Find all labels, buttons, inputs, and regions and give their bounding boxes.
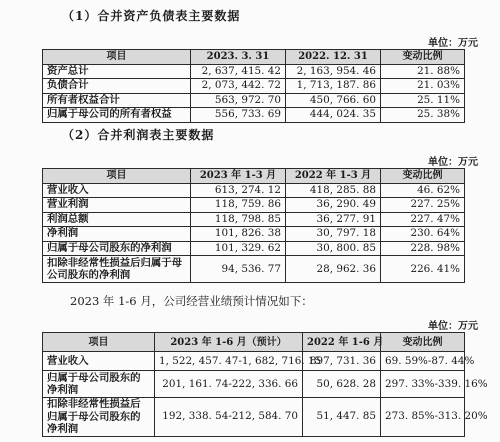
table-cell: 46. 62% (381, 183, 465, 198)
table-header-row (43, 50, 465, 65)
table-cell: 36, 290. 49 (286, 198, 381, 213)
row-label: 扣除非经常性损益后归属于母公司股东的净利润 (43, 398, 155, 437)
table-row (43, 241, 465, 256)
table-row (43, 93, 465, 108)
table-row (43, 64, 465, 79)
row-label: 归属于母公司股东的净利润 (43, 241, 191, 256)
table-cell: 25. 38% (381, 108, 465, 123)
table-row (43, 352, 465, 371)
table-cell: 1, 713, 187. 86 (286, 79, 381, 94)
table-cell: 297. 33%-339. 16% (381, 371, 465, 398)
column-header: 变动比例 (381, 50, 465, 65)
table-row (43, 398, 465, 437)
table-cell: 563, 972. 70 (191, 93, 286, 108)
income-statement-heading: （2）合并利润表主要数据 (62, 128, 215, 142)
column-header: 2022 年 1-6 月 (303, 333, 381, 352)
table-cell: 444, 024. 35 (286, 108, 381, 123)
row-label: 扣除非经常性损益后归属于母公司股东的净利润 (43, 256, 191, 283)
forecast-unit: 单位：万元 (428, 321, 478, 332)
table-cell: 227. 47% (381, 212, 465, 227)
column-header: 项目 (43, 333, 155, 352)
column-header: 2023 年 1-3 月 (191, 169, 286, 184)
balance-sheet-table (42, 49, 465, 123)
table-cell: 30, 800. 85 (286, 241, 381, 256)
table-cell: 28, 962. 36 (286, 256, 381, 283)
table-cell: 21. 88% (381, 64, 465, 79)
table-row (43, 227, 465, 242)
forecast-table (42, 332, 488, 437)
table-cell: 2, 073, 442. 72 (191, 79, 286, 94)
table-cell: 230. 64% (381, 227, 465, 242)
row-label: 利润总额 (43, 212, 191, 227)
row-label: 营业收入 (43, 183, 191, 198)
table-cell: 118, 759. 86 (191, 198, 286, 213)
table-row (43, 183, 465, 198)
row-label: 负债合计 (43, 79, 191, 94)
table-cell: 450, 766. 60 (286, 93, 381, 108)
table-row (43, 256, 465, 283)
table-cell: 226. 41% (381, 256, 465, 283)
table-header-row (43, 333, 465, 352)
column-header: 2022 年 1-3 月 (286, 169, 381, 184)
table-cell: 30, 797. 18 (286, 227, 381, 242)
table-cell: 36, 277. 91 (286, 212, 381, 227)
table-cell: 2, 163, 954. 46 (286, 64, 381, 79)
table-cell: 51, 447. 85 (303, 398, 381, 437)
column-header: 2023 年 1-6 月（预计） (155, 333, 303, 352)
row-label: 净利润 (43, 227, 191, 242)
row-label: 营业利润 (43, 198, 191, 213)
table-cell: 273. 85%-313. 20% (381, 398, 465, 437)
table-cell: 897, 731. 36 (303, 352, 381, 371)
column-header: 项目 (43, 50, 191, 65)
row-label: 所有者权益合计 (43, 93, 191, 108)
table-row (43, 108, 465, 123)
table-row (43, 371, 465, 398)
table-cell: 228. 98% (381, 241, 465, 256)
forecast-paragraph: 2023 年 1-6 月，公司经营业绩预计情况如下： (70, 294, 313, 308)
table-cell: 556, 733. 69 (191, 108, 286, 123)
column-header: 项目 (43, 169, 191, 184)
table-header-row (43, 169, 465, 184)
row-label: 归属于母公司股东的净利润 (43, 371, 155, 398)
table-row (43, 198, 465, 213)
table-cell: 227. 25% (381, 198, 465, 213)
table-cell: 201, 161. 74-222, 336. 66 (155, 371, 303, 398)
table-cell: 101, 329. 62 (191, 241, 286, 256)
row-label: 归属于母公司的所有者权益 (43, 108, 191, 123)
table-cell: 25. 11% (381, 93, 465, 108)
income-statement-unit: 单位：万元 (428, 157, 478, 168)
column-header: 2023. 3. 31 (191, 50, 286, 65)
balance-sheet-heading: （1）合并资产负债表主要数据 (62, 9, 241, 23)
table-cell: 94, 536. 77 (191, 256, 286, 283)
balance-sheet-unit: 单位：万元 (428, 38, 478, 49)
table-cell: 101, 826. 38 (191, 227, 286, 242)
table-row (43, 212, 465, 227)
column-header: 变动比例 (381, 169, 465, 184)
table-cell: 613, 274. 12 (191, 183, 286, 198)
table-cell: 21. 03% (381, 79, 465, 94)
income-statement-table (42, 168, 465, 283)
table-cell: 2, 637, 415. 42 (191, 64, 286, 79)
table-cell: 69. 59%-87. 44% (381, 352, 465, 371)
column-header: 2022. 12. 31 (286, 50, 381, 65)
column-header: 变动比例 (381, 333, 465, 352)
row-label: 资产总计 (43, 64, 191, 79)
table-cell: 118, 798. 85 (191, 212, 286, 227)
table-cell: 418, 285. 88 (286, 183, 381, 198)
row-label: 营业收入 (43, 352, 155, 371)
table-row (43, 79, 465, 94)
table-cell: 50, 628. 28 (303, 371, 381, 398)
table-cell: 192, 338. 54-212, 584. 70 (155, 398, 303, 437)
table-cell: 1, 522, 457. 47-1, 682, 716. 15 (155, 352, 303, 371)
